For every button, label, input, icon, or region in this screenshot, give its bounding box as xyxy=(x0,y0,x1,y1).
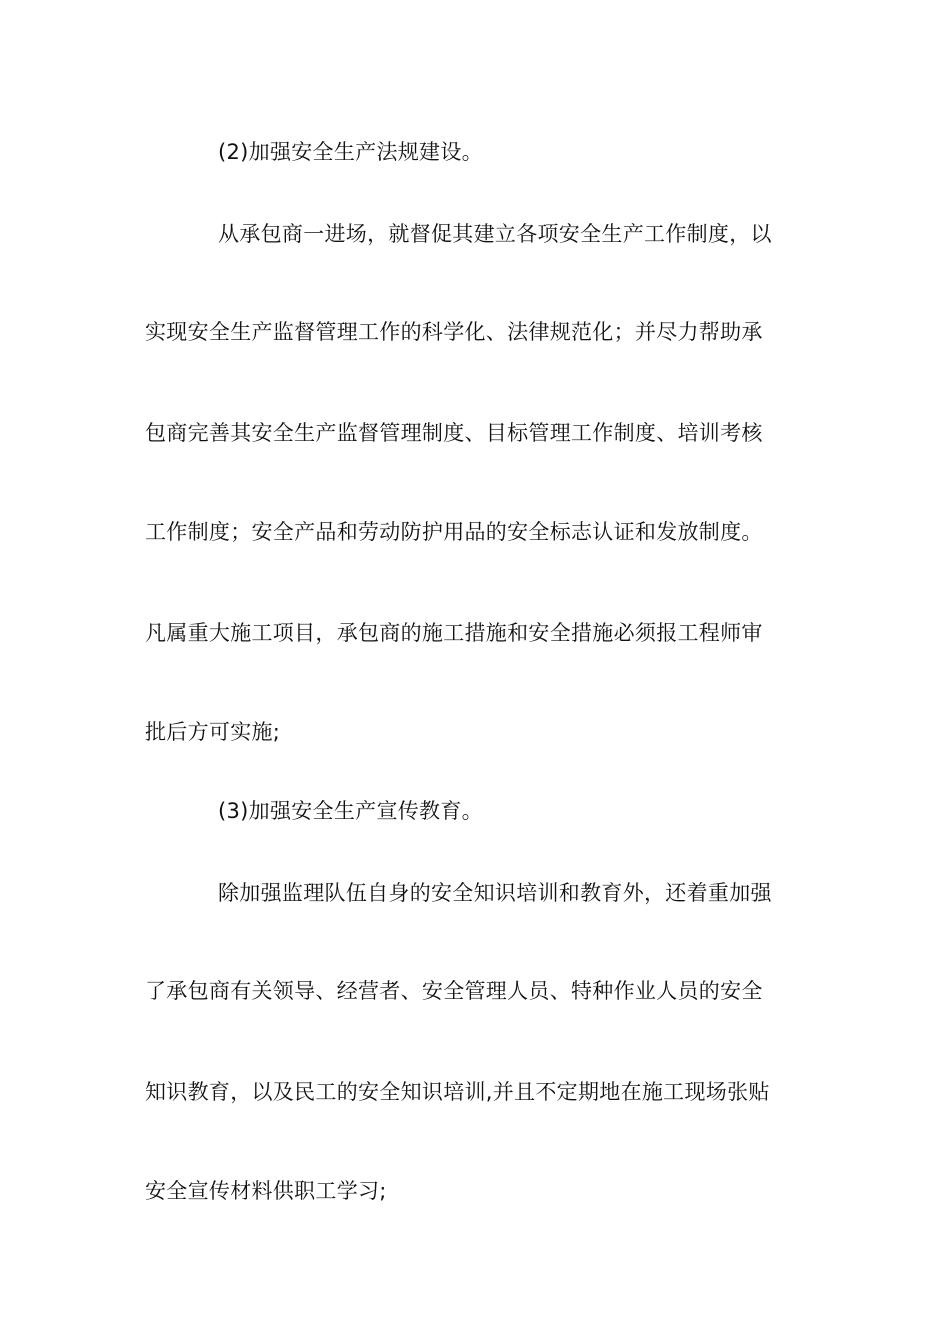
paragraph-line: 安全宣传材料供职工学习; xyxy=(145,1179,387,1203)
section-heading-2: (2)加强安全生产法规建设。 xyxy=(218,140,483,164)
paragraph-line: 批后方可实施; xyxy=(145,720,281,744)
paragraph-line: 工作制度；安全产品和劳动防护用品的安全标志认证和发放制度。 xyxy=(145,520,763,544)
paragraph-line: 了承包商有关领导、经营者、安全管理人员、特种作业人员的安全 xyxy=(145,979,763,1003)
paragraph-line: 从承包商一进场，就督促其建立各项安全生产工作制度，以 xyxy=(218,222,772,246)
paragraph-line: 包商完善其安全生产监督管理制度、目标管理工作制度、培训考核 xyxy=(145,421,763,445)
paragraph-line: 实现安全生产监督管理工作的科学化、法律规范化；并尽力帮助承 xyxy=(145,320,763,344)
paragraph-line: 凡属重大施工项目，承包商的施工措施和安全措施必须报工程师审 xyxy=(145,621,763,645)
section-heading-3: (3)加强安全生产宣传教育。 xyxy=(218,799,483,823)
paragraph-line: 除加强监理队伍自身的安全知识培训和教育外，还着重加强 xyxy=(218,881,772,905)
paragraph-line: 知识教育，以及民工的安全知识培训,并且不定期地在施工现场张贴 xyxy=(145,1080,770,1104)
